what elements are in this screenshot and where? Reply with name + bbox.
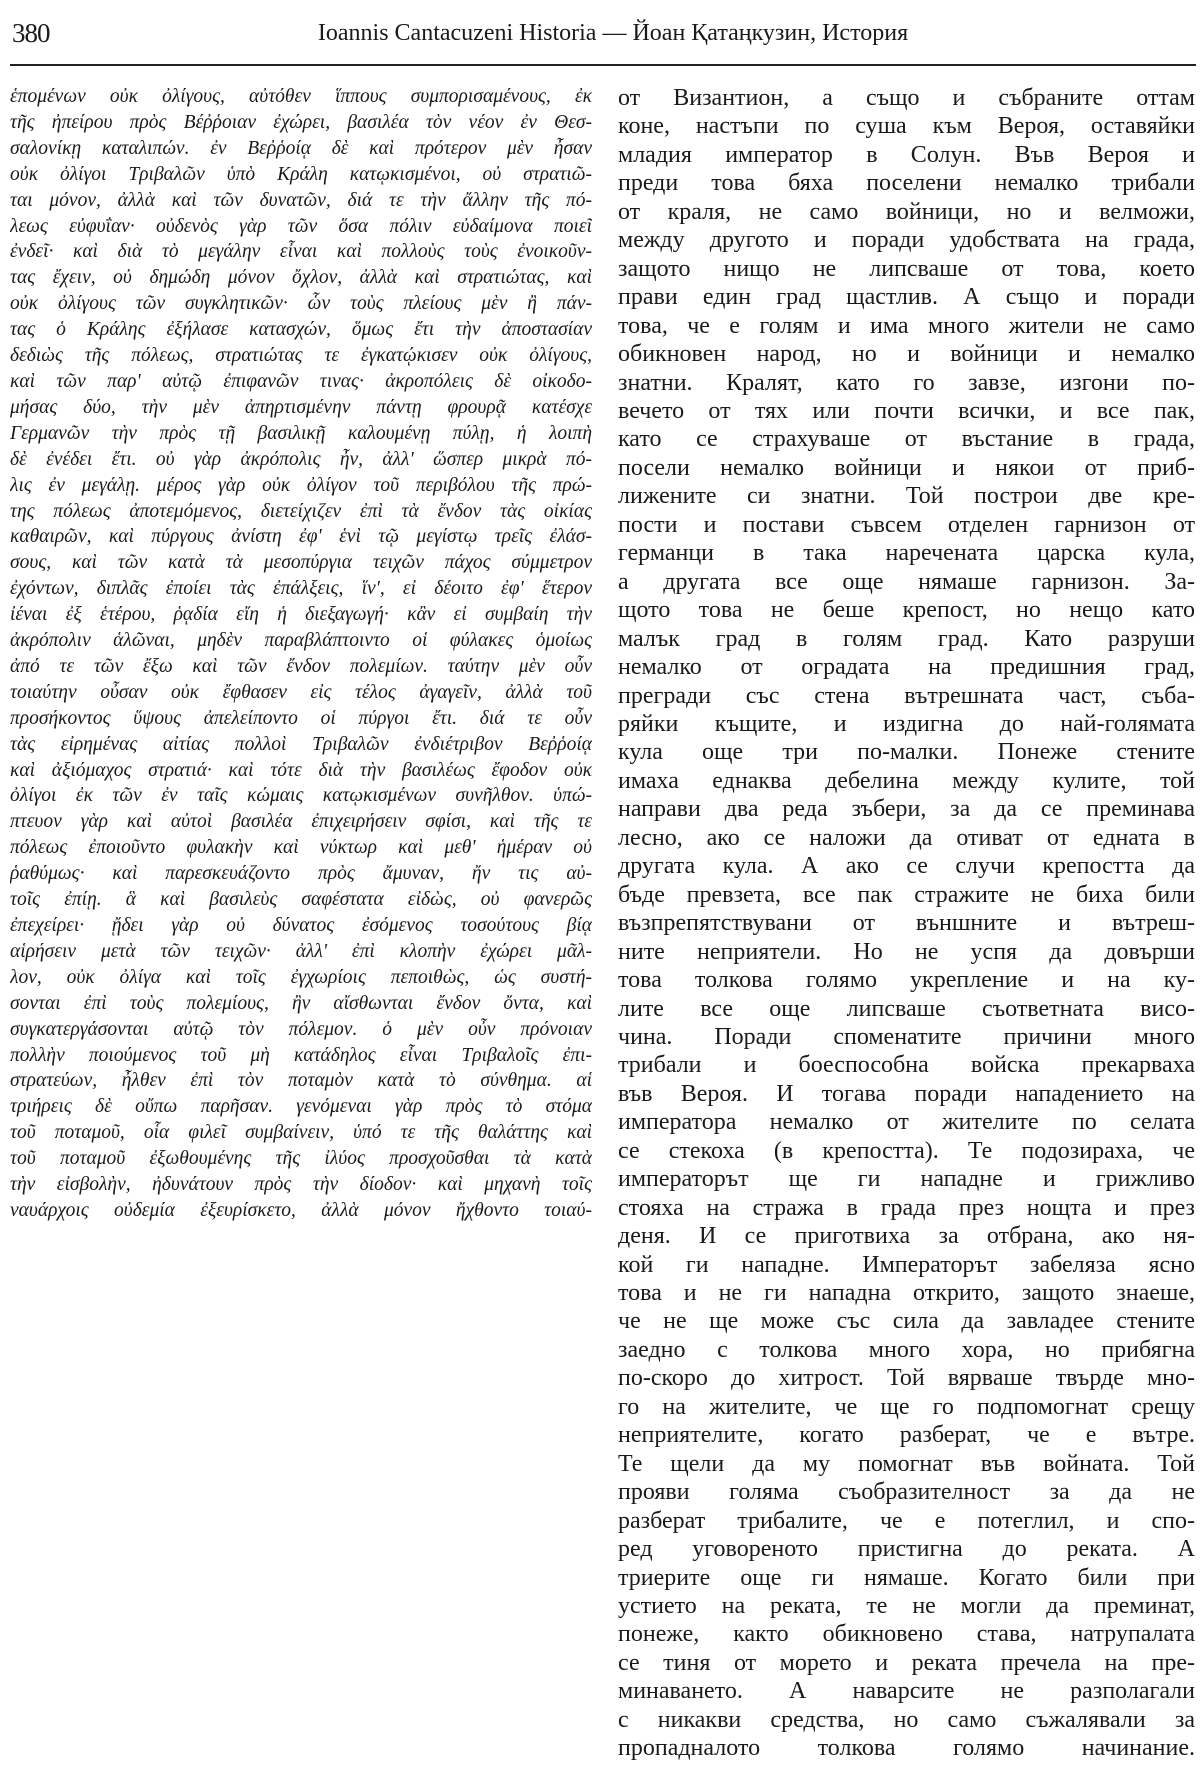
greek-text-line: οὐκ ὀλίγοι Τριβαλῶν ὑπὸ Κράλη κατῳκισμένοι, οὐ στρατιῶ- <box>10 163 592 185</box>
bulgarian-text-line: това и не ги нападна открито, защото знаеше, <box>618 1280 1195 1307</box>
bulgarian-text-line: се тиня от морето и реката пречела на пре- <box>618 1649 1195 1676</box>
bulgarian-text-line: понеже, както обикновено става, натрупалата <box>618 1621 1195 1648</box>
greek-text-line: τὴν εἰσβολὴν, ἠδυνάτουν πρὸς τὴν δίοδον· καὶ μηχανὴ τοῖς <box>10 1174 592 1196</box>
greek-text-line: ἐχόντων, διπλᾶς ἐποίει τὰς ἐπάλξεις, ἵν', εἰ δέοιτο ἐφ' ἕτερον <box>10 578 592 600</box>
greek-text-line: τας ἔχειν, οὐ δημώδη μόνον ὄχλον, ἀλλὰ καὶ στρατιώτας, καὶ <box>10 267 592 289</box>
bulgarian-text-line: вечето от тях или почти всички, и все пак, <box>618 397 1195 424</box>
bulgarian-text-line: неприятелите, когато разберат, че е вътре. <box>618 1422 1195 1449</box>
greek-text-line: οὐκ ὀλίγους τῶν συγκλητικῶν· ὧν τοὺς πλείους μὲν ἢ πάν- <box>10 293 592 315</box>
bulgarian-text-line: коне, настъпи по суша към Вероя, оставяйки <box>618 113 1195 140</box>
bulgarian-text-line: разберат трибалите, че е потеглил, и спо- <box>618 1507 1195 1534</box>
bulgarian-text-line: лите все още липсваше съответната висо- <box>618 995 1195 1022</box>
bulgarian-text-line: от Византион, а също и събраните оттам <box>618 85 1195 111</box>
bulgarian-text-line: прояви голяма съобразителност за да не <box>618 1479 1195 1506</box>
greek-text-line: τοῖς ἐπίῃ. ἃ καὶ βασιλεὺς σαφέστατα εἰδὼς, οὐ φανερῶς <box>10 889 592 911</box>
bulgarian-text-line: трибали и боеспособна войска прекарваха <box>618 1052 1195 1079</box>
greek-text-line: συγκατεργάσονται αὐτῷ τὸν πόλεμον. ὁ μὲν οὖν πρόνοιαν <box>10 1018 592 1040</box>
bulgarian-text-line: триерите още ги нямаше. Когато били при <box>618 1564 1195 1591</box>
greek-text-line: προσήκοντος ὕψους ἀπελείποντο οἱ πύργοι ἔτι. διά τε οὖν <box>10 707 592 729</box>
bulgarian-text-line: се стекоха (в крепостта). Те подозираха, че <box>618 1137 1195 1164</box>
greek-text-line: σαλονίκῃ καταλιπών. ἐν Βεῤῥοίᾳ δὲ καὶ πρότερον μὲν ἦσαν <box>10 137 592 159</box>
greek-text-line: Γερμανῶν τὴν πρὸς τῇ βασιλικῇ καλουμένῃ πύλῃ, ἡ λοιπὴ <box>10 422 592 444</box>
greek-text-line: ἀπό τε τῶν ἔξω καὶ τῶν ἔνδον πολεμίων. ταύτην μὲν οὖν <box>10 655 592 677</box>
greek-text-line: λις ἐν μεγάλῃ. μέρος γὰρ οὐκ ὀλίγον τοῦ περιβόλου τῆς πρώ- <box>10 474 592 496</box>
running-title: Ioannis Cantacuzeni Historia — Йоан Қатаңкузин, История <box>317 20 909 46</box>
greek-text-line: ται μόνον, ἀλλὰ καὶ τῶν δυνατῶν, διά τε τὴν ἄλλην τῆς πό- <box>10 189 592 211</box>
greek-text-line: ὀλίγοι ἐκ τῶν ἐν ταῖς κώμαις κατῳκισμένων συνῆλθον. ὑπώ- <box>10 785 592 807</box>
bulgarian-text-line: това толкова голямо укрепление и на ку- <box>618 967 1195 994</box>
greek-text-line: καὶ ἀξιόμαχος στρατιά· καὶ τότε διὰ τὴν βασιλέως ἔφοδον οὐκ <box>10 759 592 781</box>
bulgarian-text-line: императора немалко от жителите по селата <box>618 1109 1195 1136</box>
bulgarian-text-line: във Вероя. И тогава поради нападението на <box>618 1080 1195 1107</box>
bulgarian-translation-column <box>618 84 1195 1763</box>
bulgarian-text-line: защото нищо не липсваше от това, което <box>618 255 1195 282</box>
greek-text-line: ἐνδεῖ· καὶ διὰ τὸ μεγάλην εἶναι καὶ πολλοὺς τοὺς ἐνοικοῦν- <box>10 241 592 263</box>
bulgarian-text-line: като се страхуваше от въстание в града, <box>618 426 1195 453</box>
bulgarian-text-line: младия император в Солун. Във Вероя и <box>618 141 1195 168</box>
bulgarian-text-line: прегради със стена вътрешната част, съба- <box>618 682 1195 709</box>
greek-text-column <box>10 84 592 1224</box>
greek-text-line: ἑπομένων οὐκ ὀλίγους, αὐτόθεν ἵππους συμπορισαμένους, ἐκ <box>10 86 592 107</box>
bulgarian-text-line: знатни. Кралят, като го завзе, изгони по- <box>618 369 1195 396</box>
greek-text-line: τοῦ ποταμοῦ ἐξωθουμένης τῆς ἰλύος προσχοῦσθαι τὰ κατὰ <box>10 1148 592 1170</box>
bulgarian-text-line: заедно с толкова много хора, но прибягна <box>618 1336 1195 1363</box>
greek-text-line: στρατεύων, ἦλθεν ἐπὶ τὸν ποταμὸν κατὰ τὸ σύνθημα. αἱ <box>10 1070 592 1092</box>
greek-text-line: σονται ἐπὶ τοὺς πολεμίους, ἢν αἴσθωνται ἔνδον ὄντα, καὶ <box>10 992 592 1014</box>
greek-text-line: τῆς ἠπείρου πρὸς Βέῤῥοιαν ἐχώρει, βασιλέα τὸν νέον ἐν Θεσ- <box>10 111 592 133</box>
bulgarian-text-line: малък град в голям град. Като разруши <box>618 625 1195 652</box>
bulgarian-text-line: щото това не беше крепост, но нещо като <box>618 597 1195 624</box>
greek-text-line: λον, οὐκ ὀλίγα καὶ τοῖς ἐγχωρίοις πεποιθὼς, ὡς συστή- <box>10 966 592 988</box>
bulgarian-text-line: кой ги нападне. Императорът забеляза ясно <box>618 1251 1195 1278</box>
greek-text-line: δεδιὼς τῆς πόλεως, στρατιώτας τε ἐγκατῴκισεν οὐκ ὀλίγους, <box>10 345 592 367</box>
greek-text-line: ἀκρόπολιν ἁλῶναι, μηδὲν παραβλάπτοιντο οἱ φύλακες ὁμοίως <box>10 630 592 652</box>
greek-text-line: ἐπεχείρει· ᾔδει γὰρ οὐ δύνατος ἐσόμενος τοσούτους βίᾳ <box>10 915 592 936</box>
bulgarian-text-line: това, че е голям и има много жители не само <box>618 312 1195 339</box>
bulgarian-text-line: възпрепятствувани от външните и вътреш- <box>618 910 1195 937</box>
greek-text-line: ῥαθύμως· καὶ παρεσκευάζοντο πρὸς ἄμυναν, ἤν τις αὐ- <box>10 863 592 885</box>
bulgarian-text-line: го на жителите, че ще го подпомогнат срещу <box>618 1393 1195 1420</box>
bulgarian-text-line: лижените си знатни. Той построи две кре- <box>618 483 1195 510</box>
bulgarian-text-line: обикновен народ, но и войници и немалко <box>618 341 1195 368</box>
bulgarian-text-line: другата кула. А ако се случи крепостта да <box>618 853 1195 880</box>
greek-text-line: αἱρήσειν μετὰ τῶν τειχῶν· ἀλλ' ἐπὶ κλοπὴν ἐχώρει μᾶλ- <box>10 940 592 962</box>
bulgarian-text-line: пропадналото толкова голямо начинание. <box>618 1735 1195 1762</box>
greek-text-line: λεως εὐφυΐαν· οὐδενὸς γὰρ τῶν ὅσα πόλιν εὐδαίμονα ποιεῖ <box>10 215 592 237</box>
greek-text-line: τοιαύτην οὖσαν οὐκ ἔφθασεν εἰς τέλος ἀγαγεῖν, ἀλλὰ τοῦ <box>10 681 592 703</box>
bulgarian-text-line: устието на реката, те не могли да преминат, <box>618 1593 1195 1620</box>
greek-text-line: ἰέναι ἐξ ἑτέρου, ῥᾳδία εἴη ἡ διεξαγωγή· κἂν εἰ συμβαίη τὴν <box>10 604 592 626</box>
page-number: 380 <box>12 18 50 48</box>
bulgarian-text-line: ред уговореното пристигна до реката. А <box>618 1536 1195 1563</box>
greek-text-line: τας ὁ Κράλης ἐξήλασε κατασχών, ὅμως ἔτι τὴν ἀποστασίαν <box>10 319 592 341</box>
bulgarian-text-line: бъде превзета, все пак стражите не биха били <box>618 881 1195 908</box>
bulgarian-text-line: че не ще може със сила да завладее стените <box>618 1308 1195 1335</box>
bulgarian-text-line: минаването. А наварсите не разполагали <box>618 1678 1195 1705</box>
bulgarian-text-line: стояха на стража в града през нощта и през <box>618 1194 1195 1221</box>
greek-text-line: τὰς εἰρημένας αἰτίας πολλοὶ Τριβαλῶν ἐνδιέτριβον Βεῤῥοίᾳ <box>10 733 592 755</box>
bulgarian-text-line: лесно, ако се наложи да отиват от едната в <box>618 824 1195 851</box>
greek-text-line: πόλεως ἐποιοῦντο φυλακὴν καὶ νύκτωρ καὶ μεθ' ἡμέραν οὐ <box>10 837 592 859</box>
greek-text-line: καὶ τῶν παρ' αὐτῷ ἐπιφανῶν τινας· ἀκροπόλεις δὲ οἰκοδο- <box>10 370 592 392</box>
bulgarian-text-line: направи два реда зъбери, за да се преминава <box>618 796 1195 823</box>
greek-text-line: της πόλεως ἀποτεμόμενος, διετείχιζεν ἐπὶ τὰ ἔνδον τὰς οἰκίας <box>10 500 592 522</box>
bulgarian-text-line: а другата все още нямаше гарнизон. За- <box>618 568 1195 595</box>
bulgarian-text-line: с никакви средства, но само съжалявали за <box>618 1706 1195 1733</box>
greek-text-line: τριήρεις δὲ οὔπω παρῆσαν. γενόμεναι γὰρ πρὸς τὸ στόμα <box>10 1096 592 1118</box>
greek-text-line: δὲ ἐνέδει ἔτι. οὐ γὰρ ἀκρόπολις ἦν, ἀλλ' ὥσπερ μικρὰ πό- <box>10 448 592 470</box>
bulgarian-text-line: преди това бяха поселени немалко трибали <box>618 170 1195 197</box>
bulgarian-text-line: имаха еднаква дебелина между кулите, той <box>618 767 1195 794</box>
bulgarian-text-line: императорът ще ги нападне и грижливо <box>618 1166 1195 1193</box>
bulgarian-text-line: германци в така наречената царска кула, <box>618 540 1195 567</box>
greek-text-line: σους, καὶ τῶν κατὰ τὰ μεσοπύργια τειχῶν πάχος σύμμετρον <box>10 552 592 574</box>
bulgarian-text-line: по-скоро до хитрост. Той вярваше твърде мно- <box>618 1365 1195 1392</box>
greek-text-line: πολλὴν ποιούμενος τοῦ μὴ κατάδηλος εἶναι Τριβαλοῖς ἐπι- <box>10 1044 592 1066</box>
bulgarian-text-line: от краля, не само войници, но и велможи, <box>618 198 1195 225</box>
greek-text-line: καθαιρῶν, καὶ πύργους ἀνίστη ἐφ' ἑνὶ τῷ μεγίστῳ τρεῖς ἐλάσ- <box>10 526 592 548</box>
bulgarian-text-line: прави един град щастлив. А също и поради <box>618 284 1195 311</box>
header-rule <box>10 64 1196 66</box>
bulgarian-text-line: посели немалко войници и някои от приб- <box>618 454 1195 481</box>
bulgarian-text-line: ните неприятели. Но не успя да довърши <box>618 938 1195 965</box>
bulgarian-text-line: чина. Поради споменатите причини много <box>618 1023 1195 1050</box>
running-header <box>12 14 1194 58</box>
bulgarian-text-line: деня. И се приготвиха за отбрана, ако ня- <box>618 1223 1195 1250</box>
bulgarian-text-line: немалко от оградата на предишния град, <box>618 654 1195 681</box>
greek-text-line: μήσας δύο, τὴν μὲν ἀπηρτισμένην πάντῃ φρουρᾷ κατέσχε <box>10 396 592 418</box>
bulgarian-text-line: между другото и поради удобствата на града, <box>618 227 1195 254</box>
greek-text-line: πτευον γὰρ καὶ αὐτοὶ βασιλέα ἐπιχειρήσειν σφίσι, καὶ τῆς τε <box>10 811 592 833</box>
bulgarian-text-line: кула още три по-малки. Понеже стените <box>618 739 1195 766</box>
greek-text-line: τοῦ ποταμοῦ, οἷα φιλεῖ συμβαίνειν, ὑπό τε τῆς θαλάττης καὶ <box>10 1122 592 1144</box>
bulgarian-text-line: Те щели да му помогнат във войната. Той <box>618 1450 1195 1477</box>
bulgarian-text-line: пости и постави съвсем отделен гарнизон от <box>618 511 1195 538</box>
bulgarian-text-line: ряйки къщите, и издигна до най-голямата <box>618 710 1195 737</box>
greek-text-line: ναυάρχοις οὐδεμία ἐξευρίσκετο, ἀλλὰ μόνον ἤχθοντο τοιαύ- <box>10 1199 592 1221</box>
